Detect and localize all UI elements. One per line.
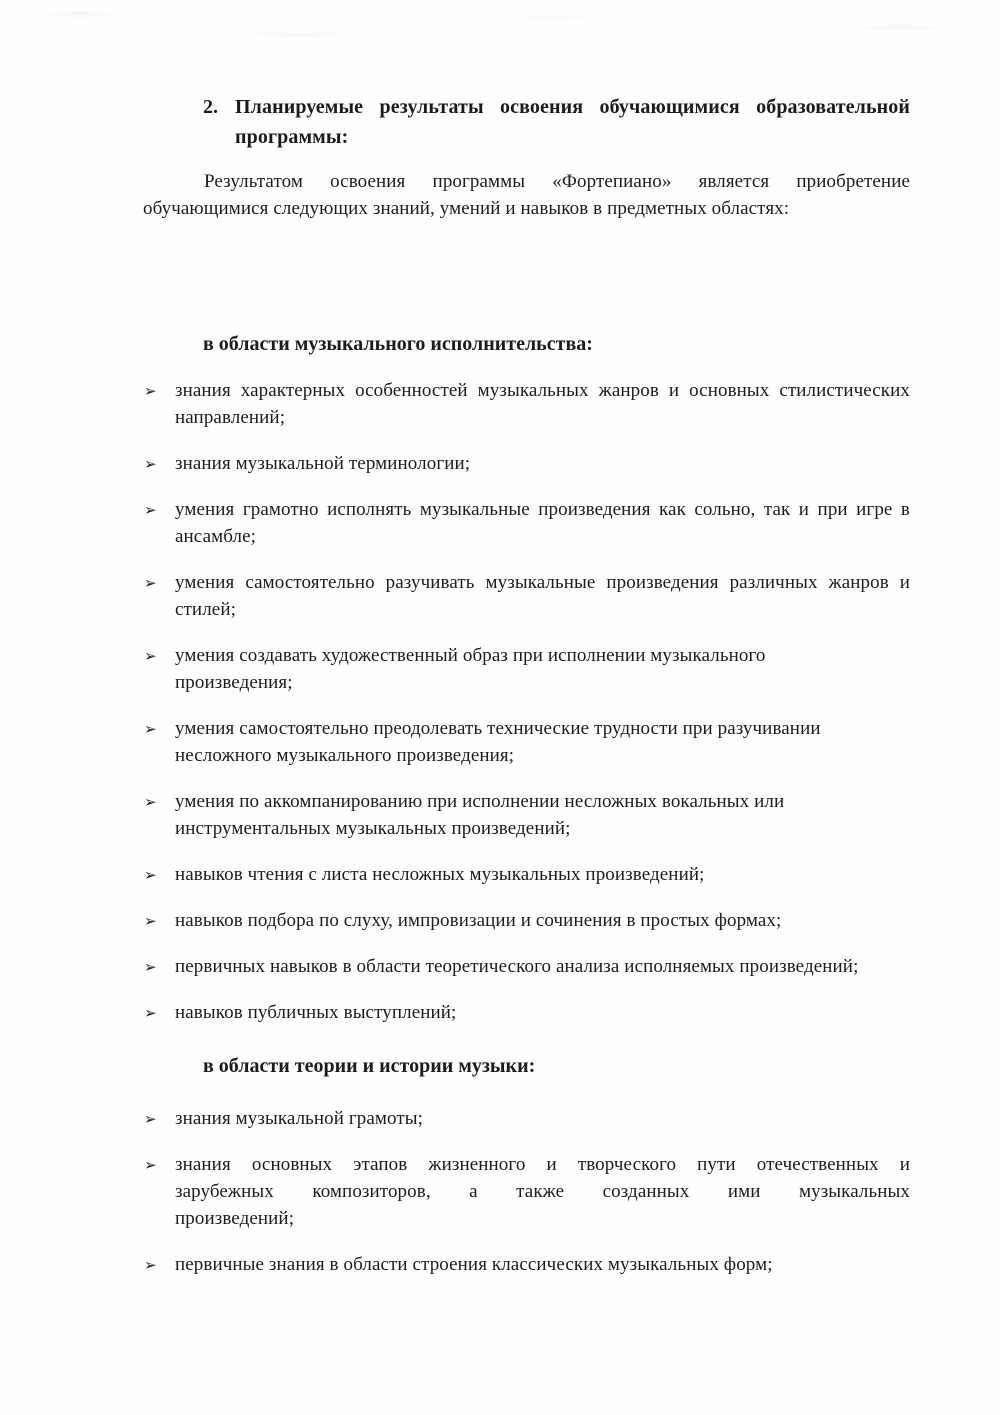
list-item bbox=[143, 861, 910, 888]
heading-number: 2. bbox=[203, 96, 218, 118]
arrow-bullet-icon: ➢ bbox=[144, 958, 157, 976]
text-line: инструментальных музыкальных произведений; bbox=[175, 818, 571, 839]
text-line: навыков чтения с листа несложных музыкальных произведений; bbox=[175, 864, 705, 885]
list-item bbox=[143, 642, 910, 696]
list-item bbox=[143, 496, 910, 550]
item-text bbox=[175, 1105, 910, 1132]
text-line: ансамбле; bbox=[175, 526, 257, 547]
text-line: Результатом освоения программы «Фортепиано» является приобретение bbox=[204, 171, 910, 192]
arrow-bullet-icon: ➢ bbox=[144, 912, 157, 930]
item-text bbox=[175, 1151, 910, 1232]
text-line: произведений; bbox=[175, 1208, 295, 1229]
item-text bbox=[175, 788, 910, 842]
arrow-bullet-icon: ➢ bbox=[144, 1156, 157, 1174]
text-line: обучающимися следующих знаний, умений и навыков в предметных областях: bbox=[143, 198, 790, 219]
heading-lines bbox=[235, 92, 910, 152]
item-text bbox=[175, 999, 910, 1026]
list-item bbox=[143, 953, 910, 980]
text-line: навыков публичных выступлений; bbox=[175, 1002, 457, 1023]
text-line: умения грамотно исполнять музыкальные произведения как сольно, так и при игре в bbox=[175, 499, 910, 520]
text-line: первичные знания в области строения классических музыкальных форм; bbox=[175, 1254, 773, 1275]
document-content bbox=[143, 92, 910, 1297]
text-line: навыков подбора по слуху, импровизации и сочинения в простых формах; bbox=[175, 910, 782, 931]
item-text bbox=[175, 953, 910, 980]
text-line: Планируемые результаты освоения обучающимися образовательной bbox=[235, 96, 910, 118]
item-text bbox=[175, 1251, 910, 1278]
section-heading: в области музыкального исполнительства: bbox=[203, 333, 593, 355]
text-line: знания основных этапов жизненного и творческого пути отечественных и bbox=[175, 1154, 910, 1175]
text-line: произведения; bbox=[175, 672, 293, 693]
item-text bbox=[175, 907, 910, 934]
text-line: направлений; bbox=[175, 407, 286, 428]
list-item bbox=[143, 377, 910, 431]
list-item bbox=[143, 907, 910, 934]
section-heading: в области теории и истории музыки: bbox=[203, 1055, 536, 1077]
intro-paragraph bbox=[143, 168, 910, 222]
text-line: зарубежных композиторов, а также созданных ими музыкальных bbox=[175, 1181, 910, 1202]
text-line: программы: bbox=[235, 126, 349, 148]
list-item bbox=[143, 1251, 910, 1278]
arrow-bullet-icon: ➢ bbox=[144, 647, 157, 665]
arrow-bullet-icon: ➢ bbox=[144, 720, 157, 738]
text-line: знания музыкальной грамоты; bbox=[175, 1108, 424, 1129]
item-text bbox=[175, 861, 910, 888]
text-line: первичных навыков в области теоретического анализа исполняемых произведений; bbox=[175, 956, 859, 977]
item-text bbox=[175, 496, 910, 550]
item-text bbox=[175, 450, 910, 477]
text-line: умения создавать художественный образ при исполнении музыкального bbox=[175, 645, 766, 666]
arrow-bullet-icon: ➢ bbox=[144, 1256, 157, 1274]
list-item bbox=[143, 569, 910, 623]
list-item bbox=[143, 1151, 910, 1232]
arrow-bullet-icon: ➢ bbox=[144, 866, 157, 884]
section bbox=[143, 1053, 910, 1278]
text-line: умения по аккомпанированию при исполнении несложных вокальных или bbox=[175, 791, 785, 812]
sections-container bbox=[143, 331, 910, 1278]
text-line: знания музыкальной терминологии; bbox=[175, 453, 471, 474]
item-text bbox=[175, 715, 910, 769]
item-text bbox=[175, 377, 910, 431]
section bbox=[143, 331, 910, 1026]
arrow-bullet-icon: ➢ bbox=[144, 1004, 157, 1022]
text-line: умения самостоятельно преодолевать технические трудности при разучивании bbox=[175, 718, 821, 739]
list-item bbox=[143, 999, 910, 1026]
item-text bbox=[175, 642, 910, 696]
arrow-bullet-icon: ➢ bbox=[144, 382, 157, 400]
text-line: несложного музыкального произведения; bbox=[175, 745, 515, 766]
scan-noise-artifact bbox=[0, 0, 1000, 46]
main-heading bbox=[203, 92, 910, 152]
arrow-bullet-icon: ➢ bbox=[144, 793, 157, 811]
arrow-bullet-icon: ➢ bbox=[144, 501, 157, 519]
arrow-bullet-icon: ➢ bbox=[144, 455, 157, 473]
arrow-bullet-icon: ➢ bbox=[144, 574, 157, 592]
list-item bbox=[143, 450, 910, 477]
item-text bbox=[175, 569, 910, 623]
text-line: умения самостоятельно разучивать музыкальные произведения различных жанров и bbox=[175, 572, 910, 593]
list-item bbox=[143, 715, 910, 769]
text-line: знания характерных особенностей музыкальных жанров и основных стилистических bbox=[175, 380, 910, 401]
list-item bbox=[143, 788, 910, 842]
text-line: стилей; bbox=[175, 599, 236, 620]
arrow-bullet-icon: ➢ bbox=[144, 1110, 157, 1128]
list-item bbox=[143, 1105, 910, 1132]
